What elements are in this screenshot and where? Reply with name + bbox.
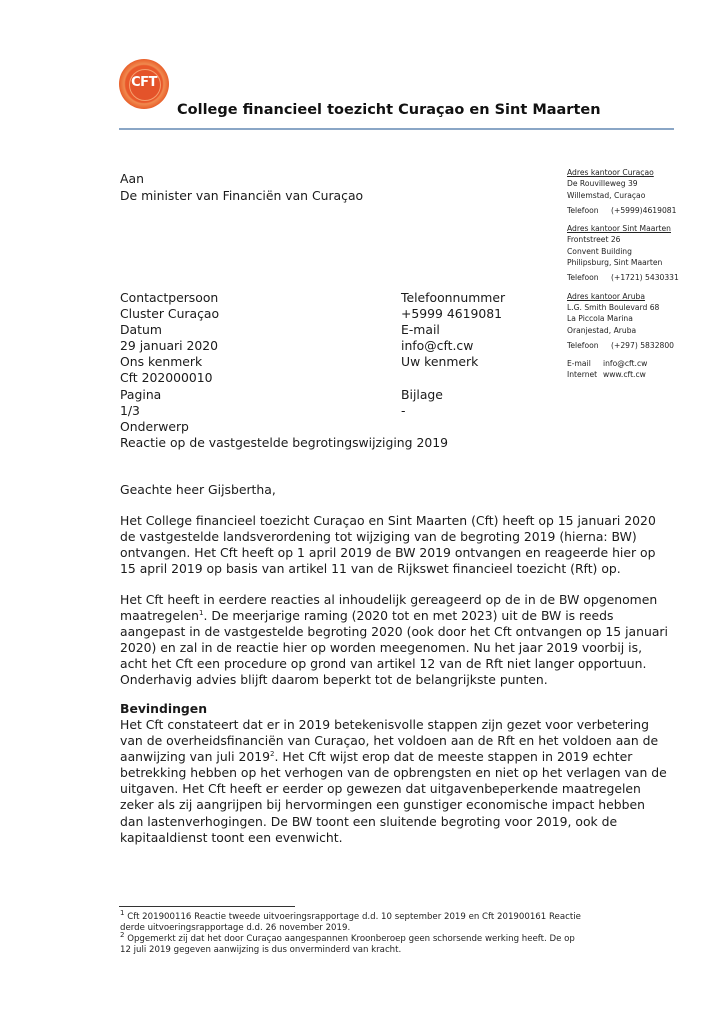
- meta-value: info@cft.cw: [401, 338, 474, 354]
- office-sint-maarten: [567, 223, 679, 283]
- office-heading: Adres kantoor Curaçao: [567, 168, 654, 177]
- meta-label: Pagina: [120, 386, 162, 402]
- meta-label: Uw kenmerk: [401, 354, 479, 370]
- meta-label: Bijlage: [401, 386, 443, 402]
- meta-label: Contactpersoon: [120, 290, 219, 305]
- header-divider: [119, 128, 674, 130]
- text-line: aanwijzing van juli 2019$^2$. Het Cft wijst erop dat de meeste stappen in 2019 echter: [120, 749, 633, 765]
- footnote-1-cont: derde uitvoeringsrapportage d.d. 26 november 2019.: [120, 923, 351, 933]
- footnote-ref-1[interactable]: 1: [198, 608, 204, 617]
- office-address-line: De Rouvilleweg 39: [567, 179, 638, 189]
- contact-internet: Internet www.cft.cw: [567, 370, 646, 380]
- letter-metadata-right: [401, 290, 505, 419]
- cft-logo: [119, 59, 169, 109]
- text-line: maatregelen$^1$. De meerjarige raming (2020 tot en met 2023) uit de BW is reeds: [120, 608, 614, 624]
- meta-value: +5999 4619081: [401, 306, 503, 322]
- text-line: betrekking hebben op het verhogen van de opbrengsten en niet op het verlagen van de: [120, 765, 667, 781]
- text-line: Het Cft constateert dat er in 2019 betekenisvolle stappen zijn gezet voor verbetering: [120, 717, 649, 732]
- meta-value: -: [401, 402, 406, 418]
- text-line: acht het Cft een procedure op grond van artikel 12 van de Rft niet langer opportuun.: [120, 656, 647, 672]
- office-phone: Telefoon (+1721) 5430331: [567, 273, 679, 283]
- text-line: 15 april 2019 op basis van artikel 11 van de Rijkswet financieel toezicht (Rft) op.: [120, 561, 621, 577]
- text-line: Het Cft heeft in eerdere reacties al inhoudelijk gereageerd op de in de BW opgenomen: [120, 592, 658, 607]
- meta-value: Cluster Curaçao: [120, 306, 220, 322]
- paragraph-findings: [120, 717, 667, 846]
- office-address-line: Oranjestad, Aruba: [567, 325, 637, 335]
- meta-label: Telefoonnummer: [401, 290, 506, 305]
- text-line: dan lastenverhogingen. De BW toont een sluitende begroting voor 2019, ook de: [120, 813, 618, 829]
- text-line: uitgaven. Het Cft heeft er eerder op gewezen dat uitgavenbeperkende maatregelen: [120, 781, 641, 797]
- footnote-ref-2[interactable]: 2: [270, 750, 275, 759]
- text-line: Onderhavig advies blijft daarom beperkt tot de belangrijkste punten.: [120, 672, 548, 688]
- meta-value: 1/3: [120, 402, 140, 418]
- office-address-line: Philipsburg, Sint Maarten: [567, 258, 663, 268]
- organization-title: College financieel toezicht Curaçao en Sint Maarten: [177, 102, 601, 118]
- office-address-line: L.G. Smith Boulevard 68: [567, 302, 660, 312]
- text-line: van de overheidsfinanciën van Curaçao, het voldoen aan de Rft en het voldoen aan de: [120, 733, 659, 749]
- contact-email: E-mail info@cft.cw: [567, 359, 648, 369]
- office-address-line: La Piccola Marina: [567, 314, 633, 324]
- meta-value: [401, 370, 505, 386]
- office-address-line: Frontstreet 26: [567, 235, 621, 245]
- email-link[interactable]: info@cft.cw: [603, 359, 648, 369]
- footnote-divider: [119, 906, 295, 907]
- office-heading: Adres kantoor Aruba: [567, 291, 646, 301]
- meta-value: 29 januari 2020: [120, 338, 219, 354]
- office-heading: Adres kantoor Sint Maarten: [567, 224, 671, 234]
- office-phone: Telefoon (+297) 5832800: [567, 340, 675, 350]
- text-line: aangepast in de vastgestelde begroting 2020 (ook door het Cft ontvangen op 15 januari: [120, 624, 668, 640]
- text-line: ontvangen. Het Cft heeft op 1 april 2019 de BW 2019 ontvangen en reageerde hier op: [120, 545, 656, 561]
- footnote-2: $^2$ Opgemerkt zij dat het door Curaçao aangespannen Kroonberoep geen schorsende werking heeft. De op: [120, 931, 575, 944]
- footnote-2-cont: 12 juli 2019 gegeven aanwijzing is dus onverminderd van kracht.: [120, 945, 402, 955]
- paragraph-earlier-reactions: [120, 592, 668, 689]
- footnotes: [120, 909, 581, 956]
- office-phone: Telefoon (+5999)4619081: [567, 205, 677, 215]
- salutation: Geachte heer Gijsbertha,: [120, 482, 276, 497]
- text-line: kapitaaldienst toont een evenwicht.: [120, 829, 343, 845]
- meta-label: Datum: [120, 322, 162, 338]
- letter-metadata-left: [120, 290, 448, 451]
- office-address-line: Willemstad, Curaçao: [567, 190, 646, 200]
- paragraph-intro: [120, 513, 656, 577]
- text-line: zeker als zij aangrijpen bij hervormingen een gunstiger economische impact hebben: [120, 797, 645, 813]
- section-heading-bevindingen: Bevindingen: [120, 701, 208, 716]
- meta-value: Cft 202000010: [120, 370, 213, 386]
- website-link[interactable]: www.cft.cw: [603, 370, 646, 380]
- logo-text: CFT: [131, 75, 157, 90]
- recipient-block: [120, 170, 363, 204]
- office-curacao: [567, 167, 679, 216]
- meta-label: Onderwerp: [120, 418, 189, 434]
- meta-label: Ons kenmerk: [120, 354, 203, 370]
- office-address-line: Convent Building: [567, 246, 632, 256]
- footnote-1: $^1$ Cft 201900116 Reactie tweede uitvoeringsrapportage d.d. 10 september 2019 en Cft 201900161 Reactie: [120, 909, 581, 922]
- text-line: Het College financieel toezicht Curaçao en Sint Maarten (Cft) heeft op 15 januari 2020: [120, 513, 656, 528]
- recipient-name: De minister van Financiën van Curaçao: [120, 188, 364, 203]
- text-line: 2020) en zal in de reactie hier op worden meegenomen. Nu het jaar 2019 voorbij is,: [120, 640, 643, 656]
- recipient-prefix: Aan: [120, 171, 144, 186]
- office-addresses: [567, 167, 679, 381]
- office-aruba: [567, 291, 679, 351]
- meta-label: E-mail: [401, 322, 440, 338]
- text-line: de vastgestelde landsverordening tot wijziging van de begroting 2019 (hierna: BW): [120, 529, 637, 545]
- subject-value: Reactie op de vastgestelde begrotingswijziging 2019: [120, 434, 448, 450]
